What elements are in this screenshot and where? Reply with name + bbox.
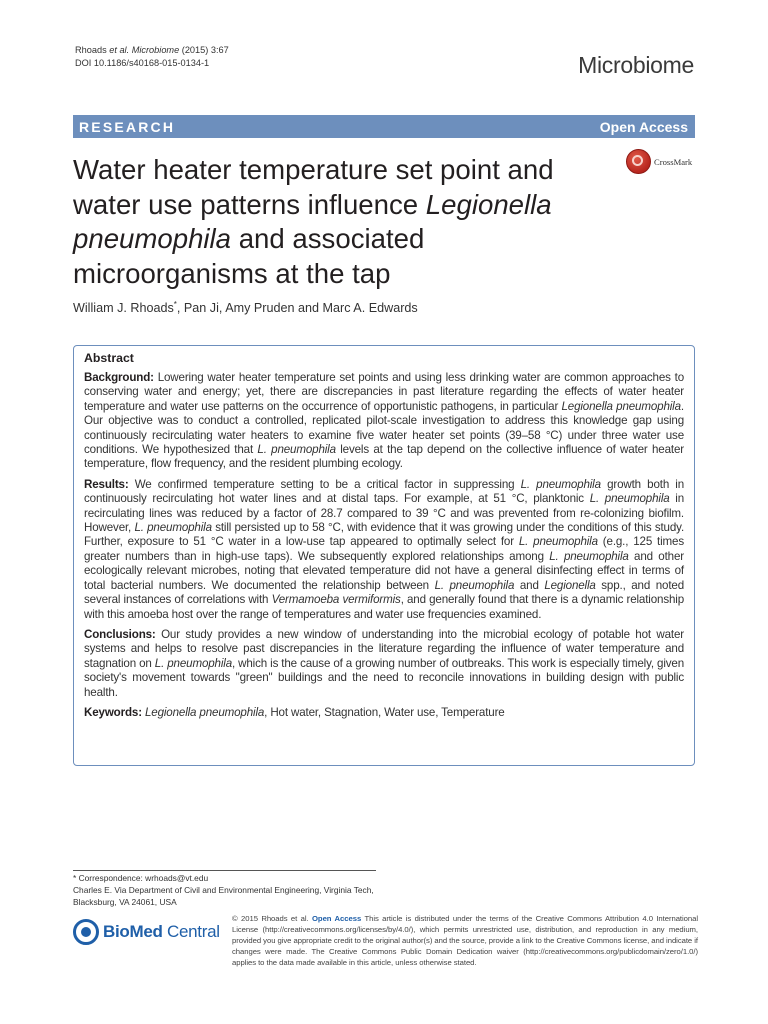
results-label: Results: bbox=[84, 477, 129, 491]
license-statement bbox=[232, 913, 698, 968]
license-text: This article is distributed under the terms of the Creative Commons Attribution 4.0 International License (http://creativecommons.org/licenses/by/4.0/), which permits unrestricted use, distribution, and reproduction in any medium, provided you give appropriate credit to the original author(s) and the source, provide a link to the Creative Commons license, and indicate if changes were made. The Creative Commons Public Domain Dedication waiver (http://creativecommons.org/publicdomain/zero/1.0/) applies to the data made available in this article, unless otherwise stated. bbox=[232, 914, 698, 967]
license-copyright: © 2015 Rhoads et al. bbox=[232, 914, 312, 923]
results-italic-4: L. pneumophila bbox=[518, 535, 598, 549]
background-italic-1: Legionella pneumophila bbox=[561, 399, 681, 413]
results-text-9: , and generally found that there is a dynamic relationship with this amoeba host over the range of temperatures and water use frequencies examined. bbox=[84, 593, 684, 621]
publisher-name-rest: Central bbox=[162, 922, 220, 941]
publisher-name bbox=[103, 922, 220, 942]
abstract-background bbox=[84, 371, 684, 472]
background-text-2: . Our objective was to conduct a controlled, replicated pilot-scale investigation to address this knowledge gap using continuously recirculating water heaters to examine five water heater set points (39–58 °C) under three water use conditions. We hypothesized that bbox=[84, 399, 684, 457]
license-open-access: Open Access bbox=[312, 914, 362, 923]
abstract-keywords bbox=[84, 706, 684, 720]
background-italic-2: L. pneumophila bbox=[257, 443, 336, 457]
results-text-4: still persisted up to 58 °C, with evidence that it was growing under the conditions of this study. Further, exposure to 51 °C water in a low-use tap appeared to optimally select for bbox=[84, 521, 685, 549]
results-italic-5: L. pneumophila bbox=[549, 549, 629, 563]
background-label: Background: bbox=[84, 371, 154, 384]
citation-line bbox=[75, 44, 229, 57]
keywords-text: , Hot water, Stagnation, Water use, Temperature bbox=[264, 705, 505, 719]
results-text-5: (e.g., 125 times greater numbers than in high-use taps). We subsequently explored relationships among bbox=[84, 535, 684, 563]
correspondence-email[interactable]: * Correspondence: wrhoads@vt.edu bbox=[73, 873, 209, 883]
title-species: Legionella pneumophila bbox=[73, 188, 552, 254]
article-title bbox=[73, 153, 603, 291]
keywords-label: Keywords: bbox=[84, 705, 142, 719]
citation-authors: Rhoads bbox=[75, 45, 110, 55]
author-others: , Pan Ji, Amy Pruden and Marc A. Edwards bbox=[176, 301, 418, 316]
results-italic-8: Vermamoeba vermiformis bbox=[271, 593, 401, 607]
results-italic-2: L. pneumophila bbox=[589, 492, 670, 506]
author-first[interactable]: William J. Rhoads bbox=[73, 301, 174, 316]
title-part-1: Water heater temperature set point and water use patterns influence bbox=[73, 154, 554, 220]
background-text-3: levels at the tap depend on the collective influence of water heater temperature, flow frequency, and the resident plumbing ecology. bbox=[84, 443, 684, 471]
publisher-name-bold: BioMed bbox=[103, 922, 163, 941]
journal-name: Microbiome bbox=[578, 52, 694, 78]
conclusions-italic-1: L. pneumophila bbox=[154, 656, 232, 670]
results-italic-1: L. pneumophila bbox=[520, 477, 601, 491]
abstract-results bbox=[84, 478, 684, 622]
biomed-central-logo-icon bbox=[73, 919, 99, 945]
results-text-8: spp., and noted several instances of correlations with bbox=[84, 578, 684, 607]
crossmark-icon bbox=[626, 149, 651, 174]
doi-line[interactable]: DOI 10.1186/s40168-015-0134-1 bbox=[75, 57, 210, 68]
footnote-divider bbox=[73, 870, 376, 871]
citation-header bbox=[75, 44, 229, 69]
abstract-heading: Abstract bbox=[84, 351, 134, 365]
results-text-6: and other ecologically relevant microbes, noting that elevated temperature did not have a general disinfecting effect in terms of total bacterial numbers. We documented the relationship between bbox=[84, 549, 684, 592]
background-text-1: Lowering water heater temperature set points and using less drinking water are common approaches to conserving water and energy; yet, there are discrepancies in past literature regarding the effects of water heater temperature and water use patterns on the occurrence of opportunistic pathogens, in particular bbox=[84, 371, 684, 413]
results-text-1: We confirmed temperature setting to be a critical factor in suppressing bbox=[128, 477, 521, 491]
crossmark-badge[interactable] bbox=[626, 149, 692, 174]
article-type: RESEARCH bbox=[79, 118, 176, 135]
open-access-label: Open Access bbox=[599, 118, 688, 135]
conclusions-text-1: Our study provides a new window of understanding into the microbial ecology of potable hot water systems and helps to resolve past discrepancies in the literature regarding the influence of water temperature and stagnation on bbox=[84, 627, 684, 670]
citation-journal: Microbiome bbox=[129, 45, 180, 55]
citation-volume: (2015) 3:67 bbox=[179, 45, 229, 55]
results-italic-7: Legionella bbox=[544, 578, 596, 592]
conclusions-text-2: , which is the cause of a growing number of outbreaks. This work is especially timely, given society's movement towards "green" buildings and the need to reconcile innovations in building design with public health. bbox=[84, 656, 684, 699]
article-type-banner bbox=[73, 115, 695, 138]
correspondence-footnote bbox=[73, 873, 378, 909]
corresponding-marker: * bbox=[173, 300, 177, 309]
title-part-2: and associated microorganisms at the tap bbox=[73, 223, 425, 289]
results-text-3: in recirculating lines was reduced by a factor of 28.7 compared to 39 °C and was prevented from re-colonizing biofilm. However, bbox=[84, 492, 685, 535]
results-text-7: and bbox=[514, 578, 545, 592]
citation-etal: et al. bbox=[109, 45, 130, 55]
author-list bbox=[73, 300, 418, 315]
abstract-box bbox=[73, 345, 695, 766]
results-text-2: growth both in continuously recirculating hot water lines and at distal taps. For example, at 51 °C, planktonic bbox=[84, 477, 685, 506]
author-affiliation: Charles E. Via Department of Civil and Environmental Engineering, Virginia Tech, Blacksburg, VA 24061, USA bbox=[73, 884, 374, 907]
crossmark-label: CrossMark bbox=[654, 156, 693, 167]
results-italic-3: L. pneumophila bbox=[134, 521, 212, 535]
results-italic-6: L. pneumophila bbox=[434, 578, 515, 592]
abstract-conclusions bbox=[84, 628, 684, 700]
publisher-logo[interactable] bbox=[73, 919, 220, 945]
conclusions-label: Conclusions: bbox=[84, 627, 156, 641]
keywords-italic: Legionella pneumophila bbox=[141, 705, 265, 719]
